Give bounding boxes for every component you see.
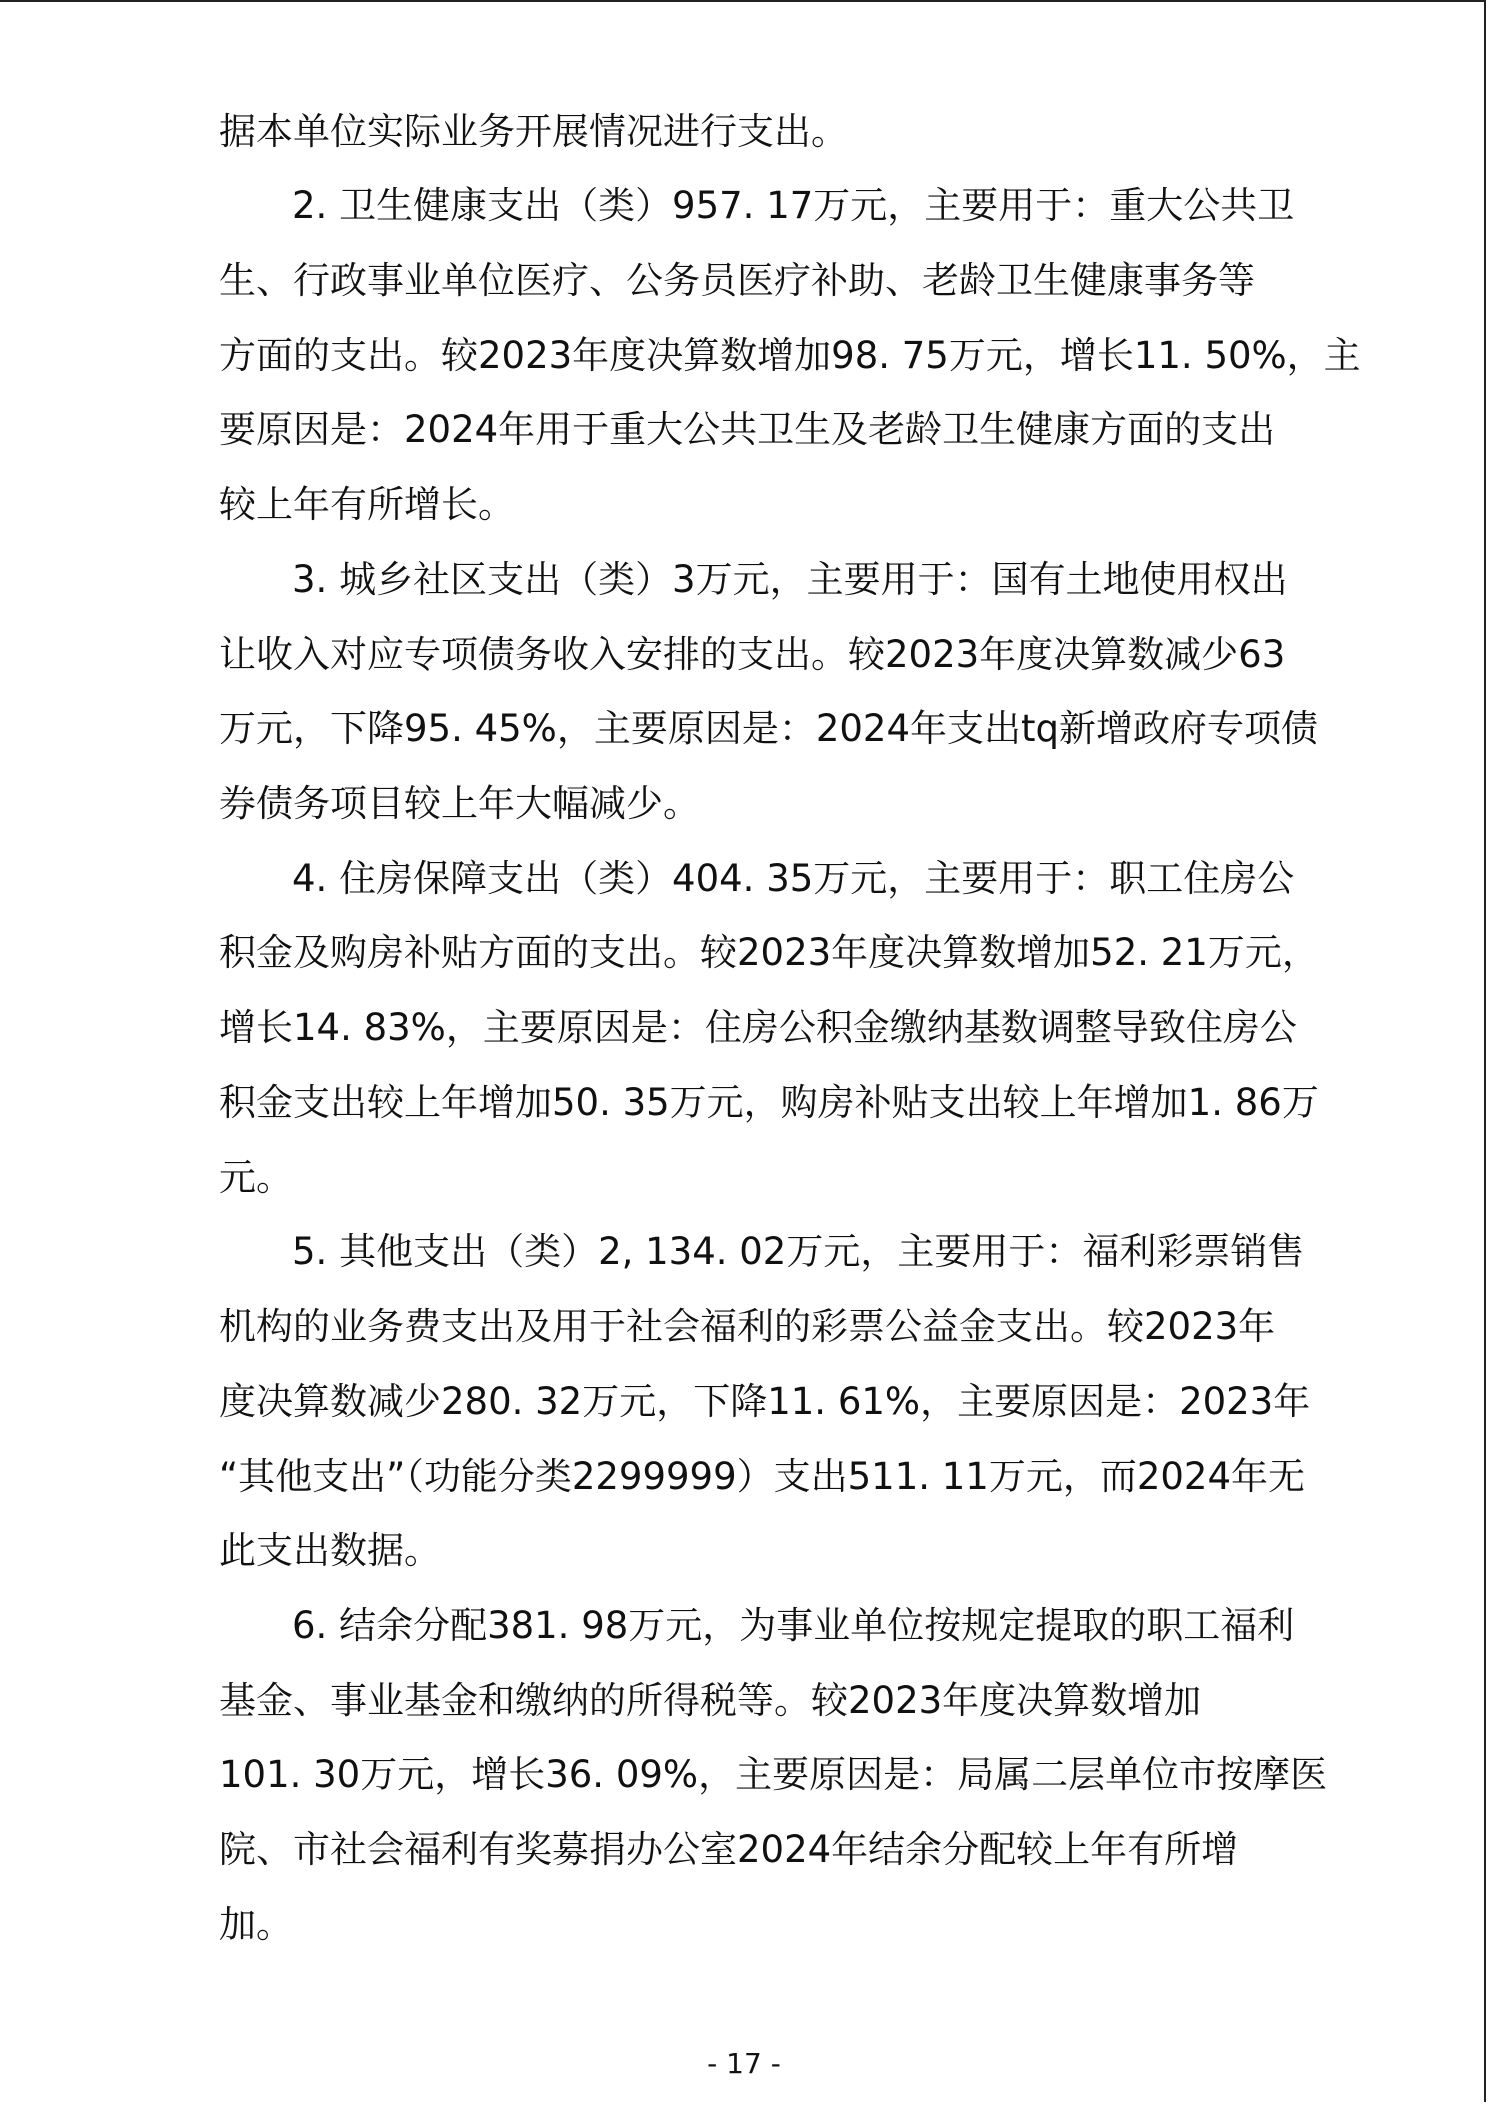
text-line: 度决算数减少280. 32万元，下降11. 61%，主要原因是：2023年 <box>219 1380 1311 1423</box>
text-line: “其他支出”（功能分类2299999）支出511. 11万元，而2024年无 <box>219 1455 1306 1498</box>
text-line: 生、行政事业单位医疗、公务员医疗补助、老龄卫生健康事务等 <box>219 259 1255 302</box>
text-line: 此支出数据。 <box>219 1529 441 1572</box>
text-line: 券债务项目较上年大幅减少。 <box>219 782 700 825</box>
text-line: 让收入对应专项债务收入安排的支出。较2023年度决算数减少63 <box>219 633 1286 676</box>
text-line: 4. 住房保障支出（类）404. 35万元，主要用于：职工住房公 <box>292 857 1295 900</box>
text-line: 元。 <box>219 1156 293 1199</box>
text-line: 机构的业务费支出及用于社会福利的彩票公益金支出。较2023年 <box>219 1305 1276 1348</box>
text-line: 5. 其他支出（类）2, 134. 02万元，主要用于：福利彩票销售 <box>292 1230 1305 1273</box>
text-line: 基金、事业基金和缴纳的所得税等。较2023年度决算数增加 <box>219 1679 1202 1722</box>
text-line: 增长14. 83%，主要原因是：住房公积金缴纳基数调整导致住房公 <box>219 1006 1297 1049</box>
text-line: 3. 城乡社区支出（类）3万元，主要用于：国有土地使用权出 <box>292 558 1288 601</box>
text-line: 较上年有所增长。 <box>219 483 515 526</box>
text-line: 积金及购房补贴方面的支出。较2023年度决算数增加52. 21万元， <box>219 931 1319 974</box>
text-line: 2. 卫生健康支出（类）957. 17万元，主要用于：重大公共卫 <box>292 184 1295 227</box>
text-line: 据本单位实际业务开展情况进行支出。 <box>219 110 848 153</box>
text-line: 101. 30万元，增长36. 09%，主要原因是：局属二层单位市按摩医 <box>219 1753 1328 1796</box>
page-number: - 17 - <box>707 2047 781 2080</box>
text-line: 院、市社会福利有奖募捐办公室2024年结余分配较上年有所增 <box>219 1828 1239 1871</box>
text-line: 要原因是：2024年用于重大公共卫生及老龄卫生健康方面的支出 <box>219 408 1276 451</box>
text-line: 方面的支出。较2023年度决算数增加98. 75万元，增长11. 50%，主 <box>219 334 1361 377</box>
text-line: 积金支出较上年增加50. 35万元，购房补贴支出较上年增加1. 86万 <box>219 1081 1319 1124</box>
text-line: 6. 结余分配381. 98万元，为事业单位按规定提取的职工福利 <box>292 1604 1295 1647</box>
text-line: 万元，下降95. 45%，主要原因是：2024年支出tq新增政府专项债 <box>219 707 1318 750</box>
text-line: 加。 <box>219 1903 293 1946</box>
